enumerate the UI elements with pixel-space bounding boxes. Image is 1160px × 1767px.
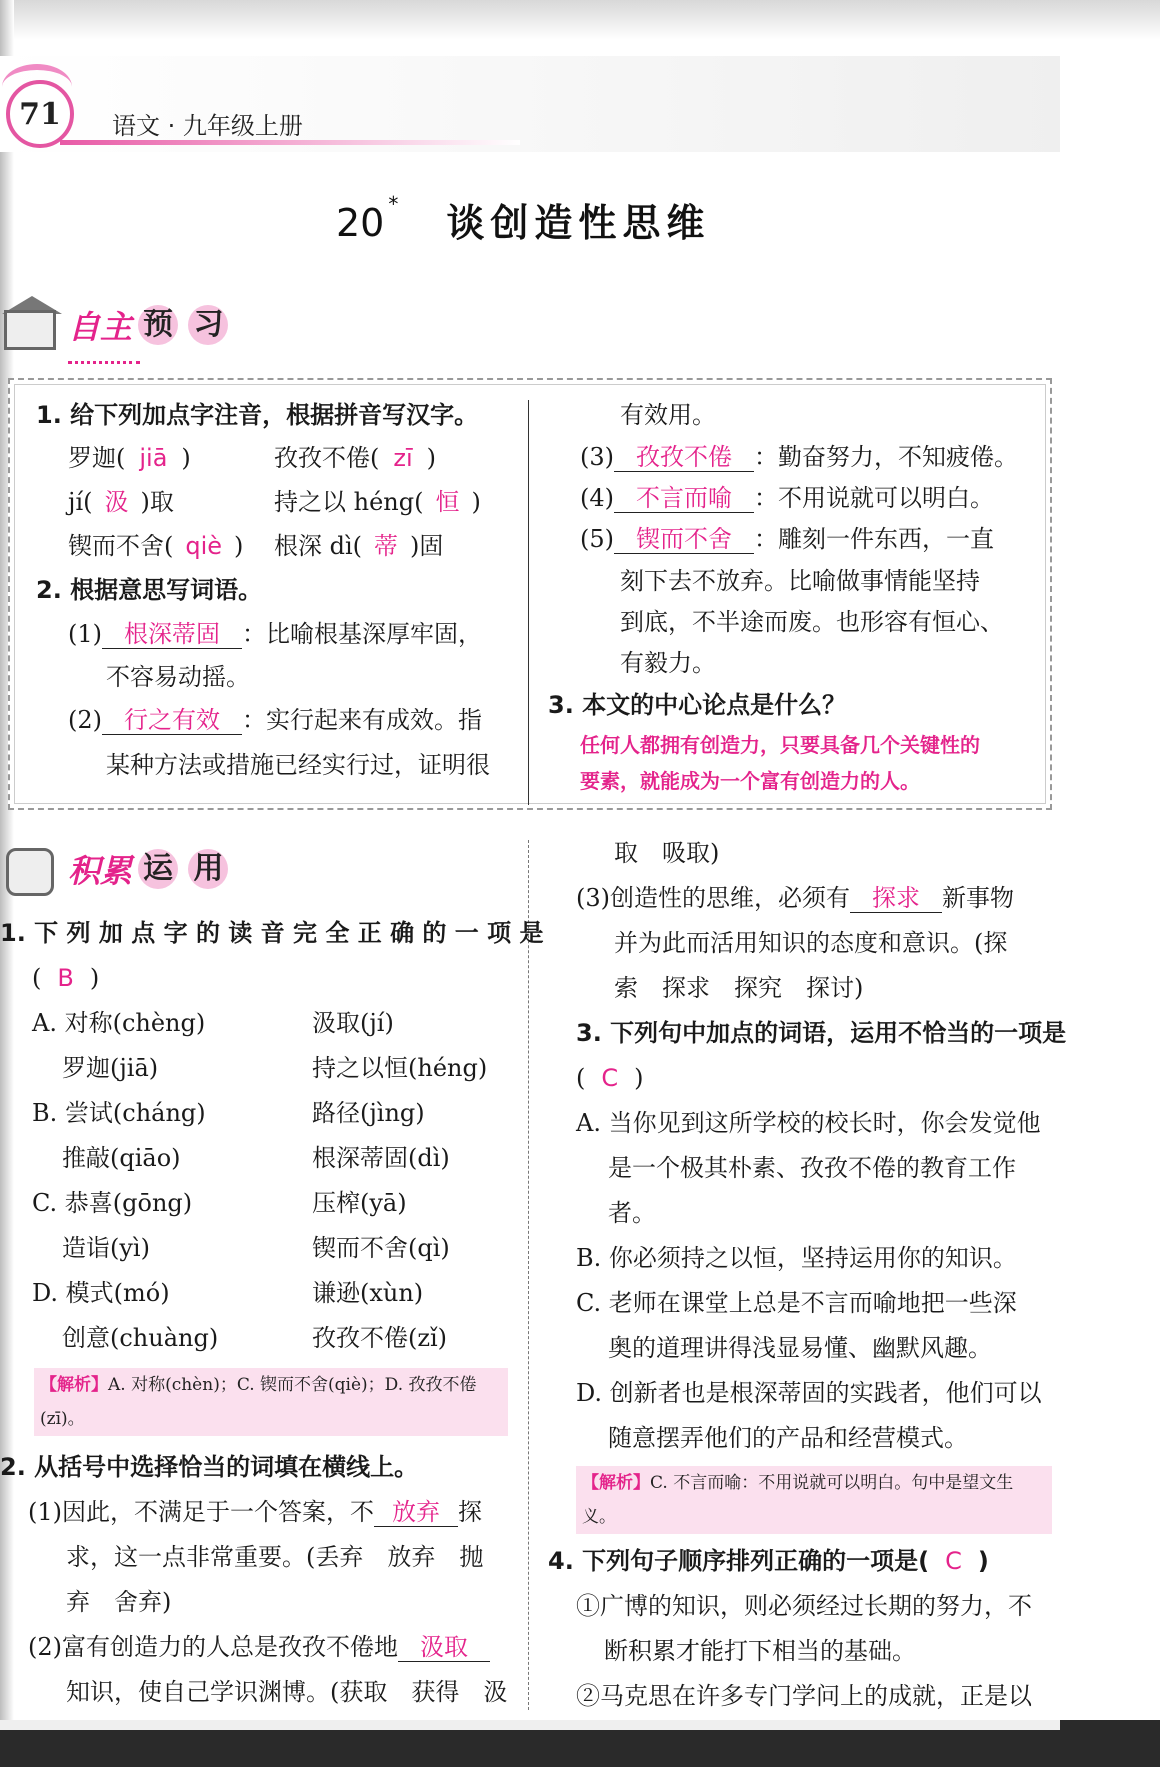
preview-q3-answer-line2: 要素，就能成为一个富有创造力的人。 bbox=[580, 769, 920, 793]
practice-q2-item2-cont2: 取 吸取) bbox=[614, 839, 720, 867]
preview-q2-item2: (2) 行之有效 ：实行起来有成效。指 bbox=[68, 706, 482, 734]
backpack-icon bbox=[0, 840, 60, 898]
practice-q1-option-b1: B. 尝试(cháng) bbox=[32, 1099, 206, 1127]
practice-q2-item3: (3)创造性的思维，必须有 探求 新事物 bbox=[576, 884, 1014, 912]
practice-q3-option-a3: 者。 bbox=[608, 1199, 656, 1227]
section-practice-heading bbox=[0, 840, 228, 898]
practice-q1-option-b4: 根深蒂固(dì) bbox=[312, 1144, 450, 1172]
preview-q1-r1c1: 罗迦( jiā ) bbox=[68, 444, 191, 472]
section-practice-label-a: 积累 bbox=[68, 852, 133, 890]
column-divider bbox=[528, 840, 529, 1710]
practice-q1-analysis: 【解析】A. 对称(chèn)；C. 锲而不舍(qiè)；D. 孜孜不倦 (zī)。 bbox=[34, 1368, 508, 1436]
practice-q1-option-a4: 持之以恒(héng) bbox=[312, 1054, 488, 1082]
practice-q4-prompt: 4. 下列句子顺序排列正确的一项是( C ) bbox=[548, 1547, 989, 1575]
lesson-star: * bbox=[388, 192, 399, 216]
practice-q3-option-c2: 奥的道理讲得浅显易懂、幽默风趣。 bbox=[608, 1334, 992, 1362]
preview-q1-r3c1: 锲而不舍( qiè ) bbox=[68, 532, 244, 560]
preview-q1-r3c2: 根深 dì( 蒂 )固 bbox=[274, 532, 444, 560]
preview-q1-r2c2: 持之以 héng( 恒 ) bbox=[274, 488, 481, 516]
practice-q2-item1-cont1: 求，这一点非常重要。(丢弃 放弃 抛 bbox=[66, 1543, 484, 1571]
practice-q3-option-b1: B. 你必须持之以恒，坚持运用你的知识。 bbox=[576, 1244, 1017, 1272]
practice-q2-item2: (2)富有创造力的人总是孜孜不倦地 汲取 bbox=[28, 1632, 490, 1662]
practice-q1-prompt: 1. 下 列 加 点 字 的 读 音 完 全 正 确 的 一 项 是 bbox=[0, 919, 544, 947]
practice-q1-option-d3: 创意(chuàng) bbox=[62, 1324, 219, 1352]
practice-q2-item3-cont2: 索 探求 探究 探讨) bbox=[614, 974, 864, 1002]
lesson-title bbox=[336, 192, 710, 247]
section-preview-label-b: 预 bbox=[138, 305, 178, 345]
practice-q2-item1: (1)因此，不满足于一个答案，不 放弃 探 bbox=[28, 1498, 482, 1526]
practice-q3-option-a1: A. 当你见到这所学校的校长时，你会发觉他 bbox=[576, 1109, 1041, 1137]
lesson-name: 谈创造性思维 bbox=[446, 201, 711, 245]
preview-q2-prompt: 2. 根据意思写词语。 bbox=[36, 576, 263, 604]
page-top-shadow bbox=[0, 0, 1160, 40]
practice-q1-option-a2: 汲取(jí) bbox=[312, 1009, 394, 1037]
preview-q2-item5: (5) 锲而不舍 ：雕刻一件东西，一直 bbox=[580, 525, 994, 553]
section-practice-label-b: 运 bbox=[138, 849, 178, 889]
page-number: 71 bbox=[6, 80, 74, 148]
bottom-edge bbox=[0, 1720, 1160, 1767]
preview-q2-item3: (3) 孜孜不倦 ：勤奋努力，不知疲倦。 bbox=[580, 443, 1018, 471]
preview-q1-prompt: 1. 给下列加点字注音，根据拼音写汉字。 bbox=[36, 401, 479, 429]
practice-q1-answer: ( B ) bbox=[32, 964, 100, 992]
school-house-icon bbox=[0, 296, 60, 354]
preview-q1-r1c2: 孜孜不倦( zī ) bbox=[274, 444, 437, 472]
practice-q1-option-b2: 路径(jìng) bbox=[312, 1099, 425, 1127]
preview-q3-prompt: 3. 本文的中心论点是什么？ bbox=[548, 691, 847, 719]
practice-q1-option-b3: 推敲(qiāo) bbox=[62, 1144, 181, 1172]
preview-q2-item5-cont2: 到底，不半途而废。也形容有恒心、 bbox=[620, 608, 1004, 636]
preview-q3-answer-line1: 任何人都拥有创造力，只要具备几个关键性的 bbox=[580, 733, 980, 757]
practice-q4-sentence1-cont: 断积累才能打下相当的基础。 bbox=[604, 1637, 916, 1665]
section-practice-label-c: 用 bbox=[188, 849, 228, 889]
practice-q1-option-d2: 谦逊(xùn) bbox=[312, 1279, 424, 1307]
practice-q2-item1-cont2: 弃 舍弃) bbox=[66, 1588, 172, 1616]
section-preview-heading bbox=[0, 296, 228, 354]
practice-q2-item3-cont1: 并为此而活用知识的态度和意识。(探 bbox=[614, 929, 1008, 957]
practice-q3-option-c1: C. 老师在课堂上总是不言而喻地把一些深 bbox=[576, 1289, 1017, 1317]
practice-q1-option-c4: 锲而不舍(qì) bbox=[312, 1234, 450, 1262]
practice-q1-option-c2: 压榨(yā) bbox=[312, 1189, 407, 1217]
practice-q2-item2-cont1: 知识，使自己学识渊博。(获取 获得 汲 bbox=[66, 1678, 508, 1706]
practice-q3-analysis: 【解析】C. 不言而喻：不用说就可以明白。句中是望文生 义。 bbox=[576, 1466, 1052, 1534]
practice-q1-option-a1: A. 对称(chèng) bbox=[32, 1009, 206, 1037]
preview-q2-item1: (1) 根深蒂固 ：比喻根基深厚牢固， bbox=[68, 620, 482, 648]
preview-q2-item2-end: 有效用。 bbox=[620, 401, 716, 429]
practice-q3-option-d1: D. 创新者也是根深蒂固的实践者，他们可以 bbox=[576, 1379, 1042, 1407]
practice-q1-option-c3: 造诣(yì) bbox=[62, 1234, 150, 1262]
preview-q2-item1-cont: 不容易动摇。 bbox=[106, 663, 250, 691]
practice-q2-prompt: 2. 从括号中选择恰当的词填在横线上。 bbox=[0, 1453, 419, 1481]
book-title: 语文 · 九年级上册 bbox=[112, 112, 303, 140]
practice-q1-option-d4: 孜孜不倦(zǐ) bbox=[312, 1324, 448, 1352]
practice-q1-option-a3: 罗迦(jiā) bbox=[62, 1054, 159, 1082]
lesson-number: 20 bbox=[336, 201, 385, 245]
preview-q2-item5-cont3: 有毅力。 bbox=[620, 649, 716, 677]
practice-q3-option-d2: 随意摆弄他们的产品和经营模式。 bbox=[608, 1424, 968, 1452]
practice-q3-prompt: 3. 下列句中加点的词语，运用不恰当的一项是 bbox=[576, 1019, 1067, 1047]
section-preview-label-c: 习 bbox=[188, 305, 228, 345]
section-preview-label-a: 自主 bbox=[68, 308, 133, 346]
preview-q1-r2c1: jí( 汲 )取 bbox=[68, 488, 174, 516]
preview-divider bbox=[528, 400, 529, 805]
practice-q1-option-c1: C. 恭喜(gōng) bbox=[32, 1189, 193, 1217]
section-dots bbox=[68, 361, 140, 364]
practice-q3-answer: ( C ) bbox=[576, 1064, 644, 1092]
practice-q1-option-d1: D. 模式(mó) bbox=[32, 1279, 170, 1307]
preview-q2-item2-cont: 某种方法或措施已经实行过，证明很 bbox=[106, 751, 490, 779]
preview-q2-item4: (4) 不言而喻 ：不用说就可以明白。 bbox=[580, 484, 994, 512]
practice-q3-option-a2: 是一个极其朴素、孜孜不倦的教育工作 bbox=[608, 1154, 1016, 1182]
practice-q4-sentence2: ②马克思在许多专门学问上的成就，正是以 bbox=[576, 1682, 1032, 1710]
practice-q4-sentence1: ①广博的知识，则必须经过长期的努力，不 bbox=[576, 1592, 1032, 1620]
preview-q2-item5-cont1: 刻下去不放弃。比喻做事情能坚持 bbox=[620, 567, 980, 595]
